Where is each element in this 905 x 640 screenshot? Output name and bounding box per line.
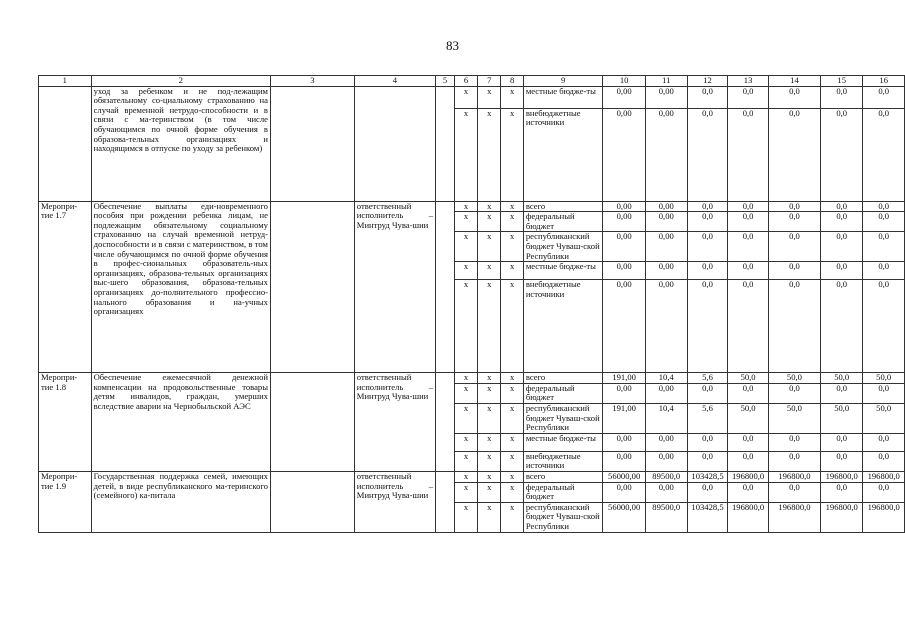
funding-value: 0,0 — [687, 383, 728, 403]
activity-description: Обеспечение ежемесячной денежной компенсации на продовольственные товары детям инвалидов, граждан, умерших вследствие аварии на Чернобыльской АЭС — [91, 373, 270, 472]
funding-value: 0,0 — [768, 383, 820, 403]
activity-code: Меропри-тие 1.7 — [39, 201, 92, 373]
funding-value: 0,00 — [645, 86, 687, 108]
funding-value: 0,00 — [603, 262, 645, 280]
code-cell: x — [454, 201, 477, 212]
funding-value: 196800,0 — [863, 471, 905, 482]
funding-value: 0,00 — [603, 232, 645, 262]
funding-value: 0,0 — [728, 86, 769, 108]
funding-value: 0,0 — [821, 433, 863, 451]
funding-value: 103428,5 — [687, 502, 728, 532]
column-number: 2 — [91, 76, 270, 87]
code-cell: x — [501, 232, 523, 262]
funding-value: 56000,00 — [603, 502, 645, 532]
empty-cell — [270, 201, 354, 373]
funding-value: 0,00 — [645, 482, 687, 502]
activity-description: Государственная поддержка семей, имеющих детей, в виде республиканского ма-теринского (семейного) ка-питала — [91, 471, 270, 532]
funding-value: 5,6 — [687, 403, 728, 433]
funding-source: внебюджетные источники — [523, 451, 603, 471]
funding-value: 0,0 — [687, 232, 728, 262]
funding-value: 0,0 — [768, 262, 820, 280]
page-number: 83 — [446, 38, 459, 53]
funding-source: республиканский бюджет Чуваш-ской Республики — [523, 232, 603, 262]
funding-value: 0,0 — [821, 451, 863, 471]
funding-value: 191,00 — [603, 373, 645, 384]
funding-value: 0,0 — [687, 482, 728, 502]
code-cell: x — [501, 482, 523, 502]
code-cell: x — [454, 86, 477, 108]
table-row — [39, 373, 905, 384]
column-number: 15 — [821, 76, 863, 87]
funding-value: 0,0 — [863, 212, 905, 232]
funding-value: 0,0 — [863, 232, 905, 262]
funding-value: 0,0 — [768, 86, 820, 108]
code-cell: x — [501, 471, 523, 482]
responsible-executor — [354, 86, 435, 201]
responsible-executor: ответственный исполнитель – Минтруд Чува-шии — [354, 373, 435, 472]
code-cell: x — [501, 108, 523, 201]
code-cell: x — [501, 201, 523, 212]
column-number: 4 — [354, 76, 435, 87]
funding-source: федеральный бюджет — [523, 482, 603, 502]
table-row — [39, 471, 905, 482]
column-number: 13 — [728, 76, 769, 87]
funding-value: 89500,0 — [645, 502, 687, 532]
funding-value: 0,0 — [728, 108, 769, 201]
funding-value: 0,00 — [603, 108, 645, 201]
funding-value: 0,0 — [768, 232, 820, 262]
code-cell: x — [454, 403, 477, 433]
code-cell: x — [454, 373, 477, 384]
code-cell: x — [478, 482, 501, 502]
code-cell: x — [478, 471, 501, 482]
funding-value: 0,0 — [687, 433, 728, 451]
code-cell: x — [501, 502, 523, 532]
funding-value: 50,0 — [728, 403, 769, 433]
funding-value: 0,0 — [821, 383, 863, 403]
empty-cell — [436, 201, 455, 373]
funding-value: 0,0 — [728, 383, 769, 403]
funding-value: 0,0 — [728, 262, 769, 280]
funding-value: 0,0 — [863, 262, 905, 280]
code-cell: x — [501, 373, 523, 384]
funding-source: местные бюдже-ты — [523, 262, 603, 280]
funding-value: 0,00 — [645, 383, 687, 403]
funding-value: 0,00 — [645, 280, 687, 373]
funding-source: внебюджетные источники — [523, 280, 603, 373]
funding-value: 0,0 — [821, 86, 863, 108]
funding-value: 0,0 — [863, 433, 905, 451]
funding-value: 0,0 — [821, 108, 863, 201]
funding-value: 0,0 — [728, 212, 769, 232]
funding-value: 0,0 — [687, 86, 728, 108]
code-cell: x — [478, 108, 501, 201]
funding-value: 0,00 — [603, 201, 645, 212]
funding-value: 50,0 — [863, 373, 905, 384]
code-cell: x — [501, 280, 523, 373]
code-cell: x — [478, 212, 501, 232]
funding-value: 0,0 — [768, 451, 820, 471]
funding-value: 0,00 — [603, 86, 645, 108]
column-number: 6 — [454, 76, 477, 87]
funding-value: 5,6 — [687, 373, 728, 384]
empty-cell — [436, 471, 455, 532]
funding-value: 50,0 — [863, 403, 905, 433]
activity-code — [39, 86, 92, 201]
table-row — [39, 86, 905, 108]
funding-value: 89500,0 — [645, 471, 687, 482]
funding-value: 0,0 — [687, 212, 728, 232]
column-number: 12 — [687, 76, 728, 87]
funding-value: 0,0 — [821, 212, 863, 232]
funding-value: 0,0 — [863, 201, 905, 212]
column-number: 7 — [478, 76, 501, 87]
funding-value: 196800,0 — [768, 471, 820, 482]
funding-value: 0,0 — [863, 482, 905, 502]
funding-value: 0,00 — [603, 212, 645, 232]
funding-source: федеральный бюджет — [523, 383, 603, 403]
funding-value: 0,0 — [768, 201, 820, 212]
funding-value: 0,00 — [645, 433, 687, 451]
column-number: 5 — [436, 76, 455, 87]
table-body — [39, 76, 905, 533]
code-cell: x — [478, 86, 501, 108]
activity-description: уход за ребенком и не под-лежащим обязательному со-циальному страхованию на случай временной нетрудо-способности и в связи с ма-теринством (в том числе обучающимся по очной форме обучения в образова-тельных организациях и находящимся в отпуске по уходу за ребенком) — [91, 86, 270, 201]
funding-value: 191,00 — [603, 403, 645, 433]
funding-value: 0,00 — [603, 280, 645, 373]
code-cell: x — [501, 212, 523, 232]
funding-value: 50,0 — [821, 373, 863, 384]
funding-value: 0,0 — [728, 232, 769, 262]
column-number: 11 — [645, 76, 687, 87]
responsible-executor: ответственный исполнитель – Минтруд Чува-шии — [354, 471, 435, 532]
funding-source: всего — [523, 201, 603, 212]
funding-value: 0,0 — [821, 262, 863, 280]
funding-value: 103428,5 — [687, 471, 728, 482]
code-cell: x — [454, 108, 477, 201]
activity-code: Меропри-тие 1.9 — [39, 471, 92, 532]
funding-value: 0,0 — [768, 482, 820, 502]
code-cell: x — [478, 373, 501, 384]
code-cell: x — [478, 433, 501, 451]
funding-value: 0,00 — [645, 212, 687, 232]
funding-value: 50,0 — [768, 403, 820, 433]
activity-description: Обеспечение выплаты еди-новременного пособия при рождении ребенка лицам, не подлежащим обязательному социальному страхованию на случай временной нетруд-доспособности и в связи с материнством, в том числе обучающимся по очной форме обучения в профес-сиональных образователь-ных организациях, образова-тельных организациях выс-шего образования, образова-тельных организациях до-полнительного профессио-нального образования и на-учных организациях — [91, 201, 270, 373]
table-row — [39, 201, 905, 212]
funding-value: 0,0 — [821, 232, 863, 262]
funding-value: 0,0 — [687, 280, 728, 373]
code-cell: x — [501, 262, 523, 280]
funding-value: 0,00 — [645, 201, 687, 212]
funding-value: 0,0 — [863, 86, 905, 108]
code-cell: x — [454, 451, 477, 471]
funding-value: 0,00 — [645, 108, 687, 201]
funding-value: 0,00 — [603, 451, 645, 471]
funding-value: 10,4 — [645, 403, 687, 433]
funding-value: 0,0 — [728, 451, 769, 471]
code-cell: x — [478, 451, 501, 471]
code-cell: x — [454, 502, 477, 532]
code-cell: x — [454, 280, 477, 373]
funding-value: 0,00 — [603, 383, 645, 403]
code-cell: x — [501, 86, 523, 108]
empty-cell — [436, 86, 455, 201]
funding-value: 50,0 — [728, 373, 769, 384]
funding-value: 196800,0 — [863, 502, 905, 532]
code-cell: x — [454, 383, 477, 403]
funding-value: 0,0 — [863, 108, 905, 201]
funding-value: 0,0 — [821, 482, 863, 502]
funding-source: всего — [523, 373, 603, 384]
funding-value: 50,0 — [768, 373, 820, 384]
funding-value: 0,0 — [728, 433, 769, 451]
funding-value: 0,00 — [645, 262, 687, 280]
code-cell: x — [454, 482, 477, 502]
column-number-row — [39, 76, 905, 87]
column-number: 16 — [863, 76, 905, 87]
funding-value: 0,0 — [728, 201, 769, 212]
funding-value: 196800,0 — [728, 471, 769, 482]
code-cell: x — [478, 502, 501, 532]
funding-value: 0,0 — [728, 280, 769, 373]
funding-value: 196800,0 — [821, 502, 863, 532]
activity-code: Меропри-тие 1.8 — [39, 373, 92, 472]
column-number: 14 — [768, 76, 820, 87]
funding-value: 0,0 — [728, 482, 769, 502]
funding-value: 0,0 — [768, 280, 820, 373]
code-cell: x — [478, 280, 501, 373]
funding-value: 0,00 — [603, 433, 645, 451]
code-cell: x — [501, 451, 523, 471]
funding-value: 0,0 — [821, 280, 863, 373]
funding-value: 0,0 — [687, 262, 728, 280]
code-cell: x — [478, 403, 501, 433]
code-cell: x — [454, 262, 477, 280]
code-cell: x — [454, 471, 477, 482]
funding-source: республиканский бюджет Чуваш-ской Республики — [523, 403, 603, 433]
funding-value: 0,0 — [687, 451, 728, 471]
funding-value: 0,00 — [603, 482, 645, 502]
funding-value: 0,0 — [768, 212, 820, 232]
funding-value: 0,00 — [645, 451, 687, 471]
code-cell: x — [478, 262, 501, 280]
funding-value: 0,0 — [687, 201, 728, 212]
code-cell: x — [501, 383, 523, 403]
column-number: 10 — [603, 76, 645, 87]
funding-value: 196800,0 — [821, 471, 863, 482]
funding-source: внебюджетные источники — [523, 108, 603, 201]
funding-value: 0,0 — [768, 108, 820, 201]
funding-source: всего — [523, 471, 603, 482]
code-cell: x — [501, 433, 523, 451]
empty-cell — [436, 373, 455, 472]
funding-source: республиканский бюджет Чуваш-ской Республики — [523, 502, 603, 532]
funding-source: федеральный бюджет — [523, 212, 603, 232]
funding-source: местные бюдже-ты — [523, 86, 603, 108]
funding-value: 196800,0 — [768, 502, 820, 532]
column-number: 1 — [39, 76, 92, 87]
funding-value: 10,4 — [645, 373, 687, 384]
empty-cell — [270, 471, 354, 532]
funding-value: 56000,00 — [603, 471, 645, 482]
code-cell: x — [478, 383, 501, 403]
funding-value: 0,0 — [821, 201, 863, 212]
funding-value: 50,0 — [821, 403, 863, 433]
funding-source: местные бюдже-ты — [523, 433, 603, 451]
funding-value: 0,0 — [863, 280, 905, 373]
column-number: 8 — [501, 76, 523, 87]
empty-cell — [270, 373, 354, 472]
code-cell: x — [501, 403, 523, 433]
program-table — [38, 75, 905, 533]
responsible-executor: ответственный исполнитель – Минтруд Чува-шии — [354, 201, 435, 373]
column-number: 9 — [523, 76, 603, 87]
code-cell: x — [478, 232, 501, 262]
column-number: 3 — [270, 76, 354, 87]
funding-value: 196800,0 — [728, 502, 769, 532]
funding-value: 0,0 — [687, 108, 728, 201]
funding-value: 0,0 — [863, 451, 905, 471]
code-cell: x — [454, 232, 477, 262]
empty-cell — [270, 86, 354, 201]
code-cell: x — [454, 212, 477, 232]
code-cell: x — [454, 433, 477, 451]
funding-value: 0,0 — [863, 383, 905, 403]
funding-value: 0,00 — [645, 232, 687, 262]
funding-value: 0,0 — [768, 433, 820, 451]
code-cell: x — [478, 201, 501, 212]
